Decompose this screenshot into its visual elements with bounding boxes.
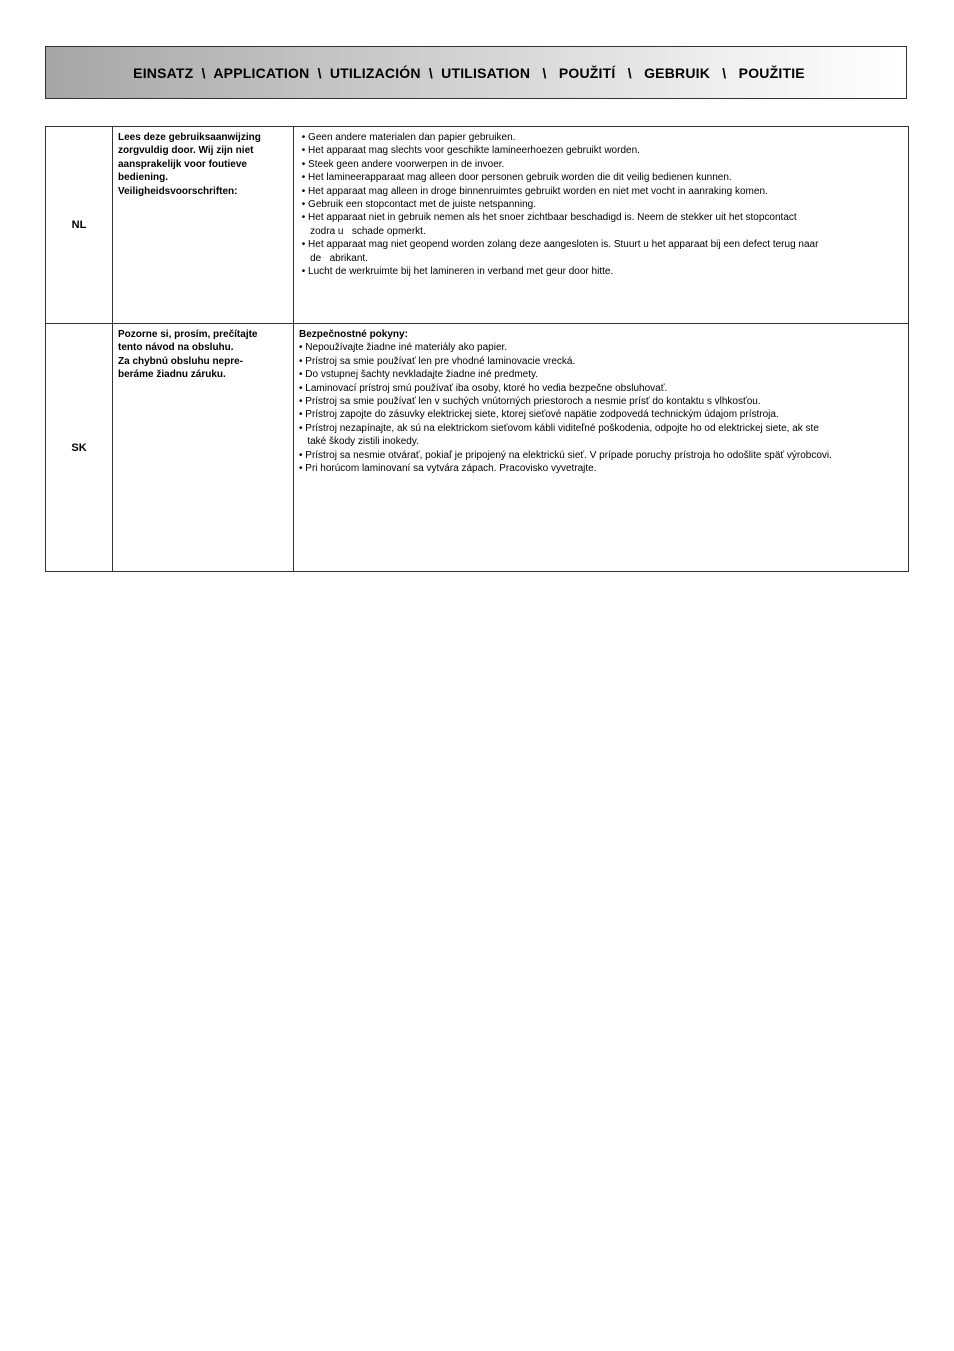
disclaimer-note	[113, 324, 294, 572]
table-row-sk	[46, 324, 909, 572]
list-item: • Het apparaat mag slechts voor geschikte lamineerhoezen gebruikt worden.	[299, 145, 640, 157]
list-item: také škody zistili inokedy.	[299, 436, 419, 448]
list-item: • Geen andere materialen dan papier gebruiken.	[299, 132, 516, 143]
disclaimer-text: Lees deze gebruiksaanwijzing zorgvuldig door. Wij zijn niet aansprakelijk voor foutieve bediening. Veiligheidsvoorschriften:	[118, 132, 261, 197]
list-item: • Het apparaat mag niet geopend worden zolang deze aangesloten is. Stuurt u het apparaat bij een defect terug naar	[299, 239, 819, 251]
language-code: SK	[46, 324, 113, 572]
list-item: • Prístroj sa nesmie otvárať, pokiaľ je pripojený na elektrickú sieť. V prípade poruchy prístroja ho odošlite späť výrobcovi.	[299, 449, 832, 461]
disclaimer-text: Pozorne si, prosím, prečítajte tento návod na obsluhu. Za chybnú obsluhu nepre- beráme žiadnu záruku.	[118, 329, 258, 381]
list-item: • Prístroj sa smie používať len pre vhodné laminovacie vrecká.	[299, 355, 576, 367]
instructions-cell	[294, 127, 909, 324]
list-item: • Prístroj zapojte do zásuvky elektrickej siete, ktorej sieťové napätie zodpovedá technickým údajom prístroja.	[299, 409, 779, 421]
list-item: • Do vstupnej šachty nevkladajte žiadne iné predmety.	[299, 369, 539, 381]
list-item: de abrikant.	[299, 252, 368, 264]
header-bar	[45, 46, 907, 99]
instructions-cell	[294, 324, 909, 572]
list-item: • Prístroj sa smie používať len v suchých vnútorných priestoroch a nesmie prísť do kontaktu s vlhkosťou.	[299, 396, 761, 408]
list-item: • Het lamineerapparaat mag alleen door personen gebruik worden die dit veilig bedienen kunnen.	[299, 172, 732, 184]
disclaimer-note	[113, 127, 294, 324]
list-item: • Nepoužívajte žiadne iné materiály ako papier.	[299, 342, 508, 354]
list-item: • Lucht de werkruimte bij het lamineren in verband met geur door hitte.	[299, 266, 614, 278]
list-item: • Steek geen andere voorwerpen in de invoer.	[299, 158, 505, 170]
list-item: • Prístroj nezapínajte, ak sú na elektrickom sieťovom kábli viditeľné poškodenia, odpojte ho od elektrickej siete, ak ste	[299, 422, 819, 434]
list-item: zodra u schade opmerkt.	[299, 225, 426, 237]
language-table	[45, 126, 909, 572]
list-item: • Het apparaat mag alleen in droge binnenruimtes gebruikt worden en niet met vocht in aanraking komen.	[299, 185, 768, 197]
table-row-nl	[46, 127, 909, 324]
language-code: NL	[46, 127, 113, 324]
list-item: • Pri horúcom laminovaní sa vytvára zápach. Pracovisko vyvetrajte.	[299, 463, 597, 475]
list-item: • Gebruik een stopcontact met de juiste netspanning.	[299, 199, 536, 211]
list-item: • Laminovací prístroj smú používať iba osoby, ktoré ho vedia bezpečne obsluhovať.	[299, 382, 668, 394]
list-item: • Het apparaat niet in gebruik nemen als het snoer zichtbaar beschadigd is. Neem de stekker uit het stopcontact	[299, 212, 797, 224]
section-heading: Bezpečnostné pokyny:	[299, 329, 408, 340]
page-title: EINSATZ \ APPLICATION \ UTILIZACIÓN \ UTILISATION \ POUŽITÍ \ GEBRUIK \ POUŽITIE	[133, 64, 805, 81]
